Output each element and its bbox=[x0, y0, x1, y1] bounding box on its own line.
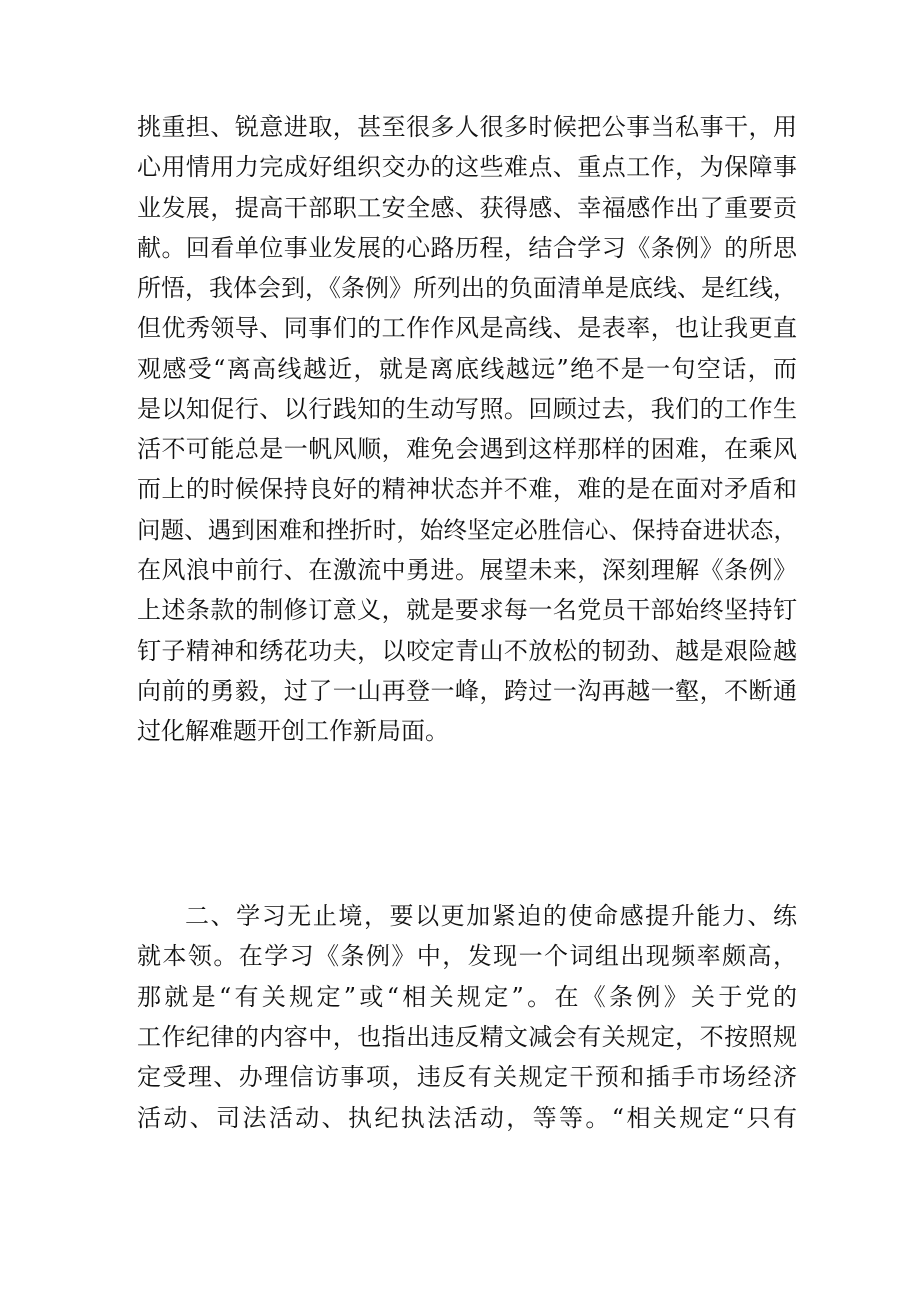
text-line: 挑重担、锐意进取，甚至很多人很多时候把公事当私事干，用 bbox=[137, 113, 797, 141]
text-line: 过化解难题开创工作新局面。 bbox=[137, 717, 449, 745]
text-line: 所悟，我体会到，《条例》所列出的负面清单是底线、是红线， bbox=[137, 274, 797, 302]
text-line: 那就是“有关规定”或“相关规定”。在《条例》关于党的 bbox=[137, 983, 797, 1011]
text-line: 活动、司法活动、执纪执法活动，等等。“相关规定“只有 bbox=[137, 1104, 797, 1132]
text-line: 业发展，提高干部职工安全感、获得感、幸福感作出了重要贡 bbox=[137, 194, 797, 222]
text-line: 向前的勇毅，过了一山再登一峰，跨过一沟再越一壑，不断通 bbox=[137, 677, 797, 705]
text-line: 定受理、办理信访事项，违反有关规定干预和插手市场经济 bbox=[137, 1063, 797, 1091]
text-line: 心用情用力完成好组织交办的这些难点、重点工作，为保障事 bbox=[137, 153, 797, 181]
text-line: 但优秀领导、同事们的工作作风是高线、是表率，也让我更直 bbox=[137, 314, 797, 342]
text-line: 在风浪中前行、在激流中勇进。展望未来，深刻理解《条例》 bbox=[137, 556, 797, 584]
text-line: 就本领。在学习《条例》中，发现一个词组出现频率颇高， bbox=[137, 942, 797, 970]
text-line: 是以知促行、以行践知的生动写照。回顾过去，我们的工作生 bbox=[137, 395, 797, 423]
text-line: 上述条款的制修订意义，就是要求每一名党员干部始终坚持钉 bbox=[137, 596, 797, 624]
text-line: 工作纪律的内容中，也指出违反精文减会有关规定，不按照规 bbox=[137, 1023, 797, 1051]
text-line: 献。回看单位事业发展的心路历程，结合学习《条例》的所思 bbox=[137, 234, 797, 262]
text-line: 观感受“离高线越近，就是离底线越远”绝不是一句空话，而 bbox=[137, 355, 797, 383]
text-line: 二、学习无止境，要以更加紧迫的使命感提升能力、练 bbox=[185, 902, 797, 930]
text-line: 钉子精神和绣花功夫，以咬定青山不放松的韧劲、越是艰险越 bbox=[137, 637, 797, 665]
text-line: 而上的时候保持良好的精神状态并不难，难的是在面对矛盾和 bbox=[137, 475, 797, 503]
text-line: 活不可能总是一帆风顺，难免会遇到这样那样的困难，在乘风 bbox=[137, 435, 797, 463]
text-line: 问题、遇到困难和挫折时，始终坚定必胜信心、保持奋进状态， bbox=[137, 516, 797, 544]
